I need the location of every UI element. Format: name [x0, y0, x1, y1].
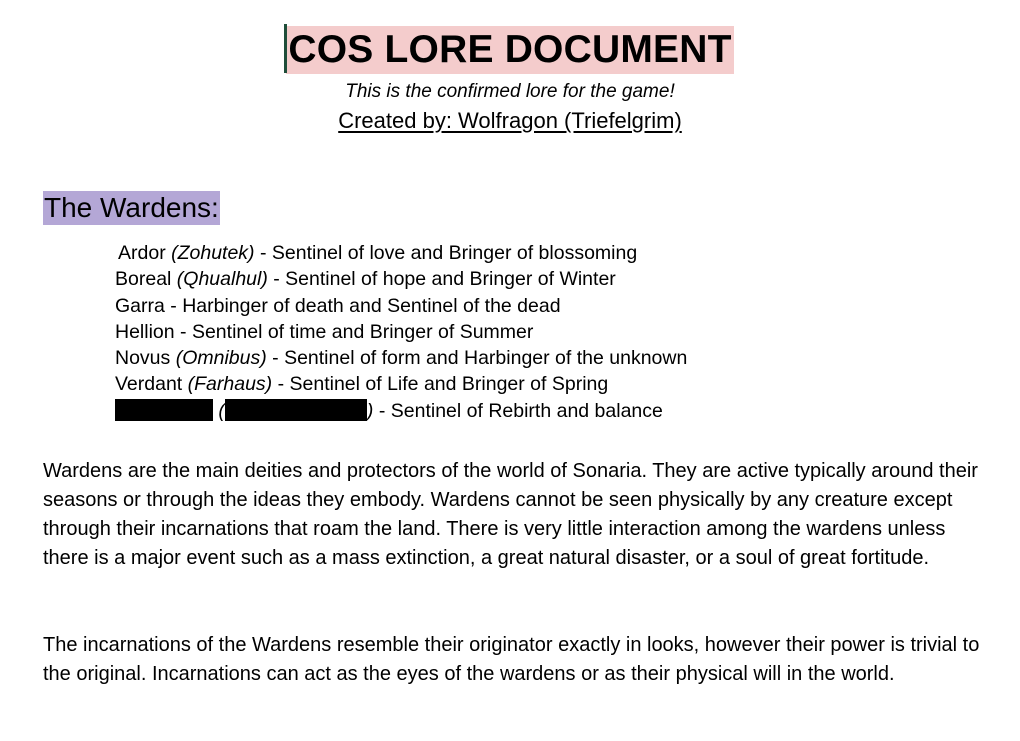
warden-item: [115, 293, 687, 319]
warden-description: - Harbinger of death and Sentinel of the dead: [164, 294, 561, 317]
document-title[interactable]: [286, 26, 733, 74]
warden-alias: (Omnibus): [175, 347, 267, 370]
warden-name: Boreal: [115, 268, 172, 291]
warden-item: [115, 266, 687, 292]
body-paragraph: Wardens are the main deities and protectors of the world of Sonaria. They are active typically around their seasons or through the ideas they embody. Wardens cannot be seen physically by any creature except through their incarnations that roam the land. There is very little interaction among the wardens unless there is a major event such as a mass extinction, a great natural disaster, or a soul of great fortitude.: [43, 460, 978, 569]
warden-description: - Sentinel of Life and Bringer of Spring: [272, 373, 609, 396]
redacted-name-block: [115, 399, 213, 421]
warden-name: Garra: [115, 294, 165, 317]
author-line: [0, 108, 1020, 134]
author-credit: Created by: Wolfragon (Triefelgrim): [338, 108, 682, 133]
warden-name: Novus: [115, 347, 171, 370]
warden-item: [115, 371, 687, 397]
redacted-alias-block: [225, 399, 367, 421]
warden-alias: (Farhaus): [187, 373, 273, 396]
document-title-text: COS LORE DOCUMENT: [288, 28, 732, 71]
warden-description: - Sentinel of Rebirth and balance: [373, 399, 663, 422]
warden-name: Hellion: [115, 320, 175, 343]
wardens-list: [115, 240, 687, 424]
warden-item-redacted: [115, 398, 687, 424]
warden-description: - Sentinel of hope and Bringer of Winter: [267, 268, 616, 291]
warden-description: - Sentinel of time and Bringer of Summer: [174, 320, 534, 343]
document-subtitle: This is the confirmed lore for the game!: [345, 81, 675, 102]
warden-description: - Sentinel of form and Harbinger of the unknown: [266, 347, 688, 370]
warden-item: [115, 345, 687, 371]
body-paragraph: The incarnations of the Wardens resemble their originator exactly in looks, however their power is trivial to the original. Incarnations can act as the eyes of the wardens or as their physical will in the world.: [43, 634, 980, 685]
text-cursor: [284, 24, 287, 73]
warden-item: [115, 240, 687, 266]
warden-name: Ardor: [118, 242, 166, 264]
warden-alias: (Zohutek): [171, 242, 255, 264]
title-block: [0, 26, 1020, 74]
section-heading: The Wardens:: [44, 192, 219, 223]
warden-item: [115, 319, 687, 345]
redacted-alias: ( ): [218, 399, 374, 422]
warden-alias: (Qhualhul): [176, 268, 268, 291]
warden-description: - Sentinel of love and Bringer of blossoming: [254, 242, 638, 264]
warden-name: Verdant: [115, 373, 183, 396]
